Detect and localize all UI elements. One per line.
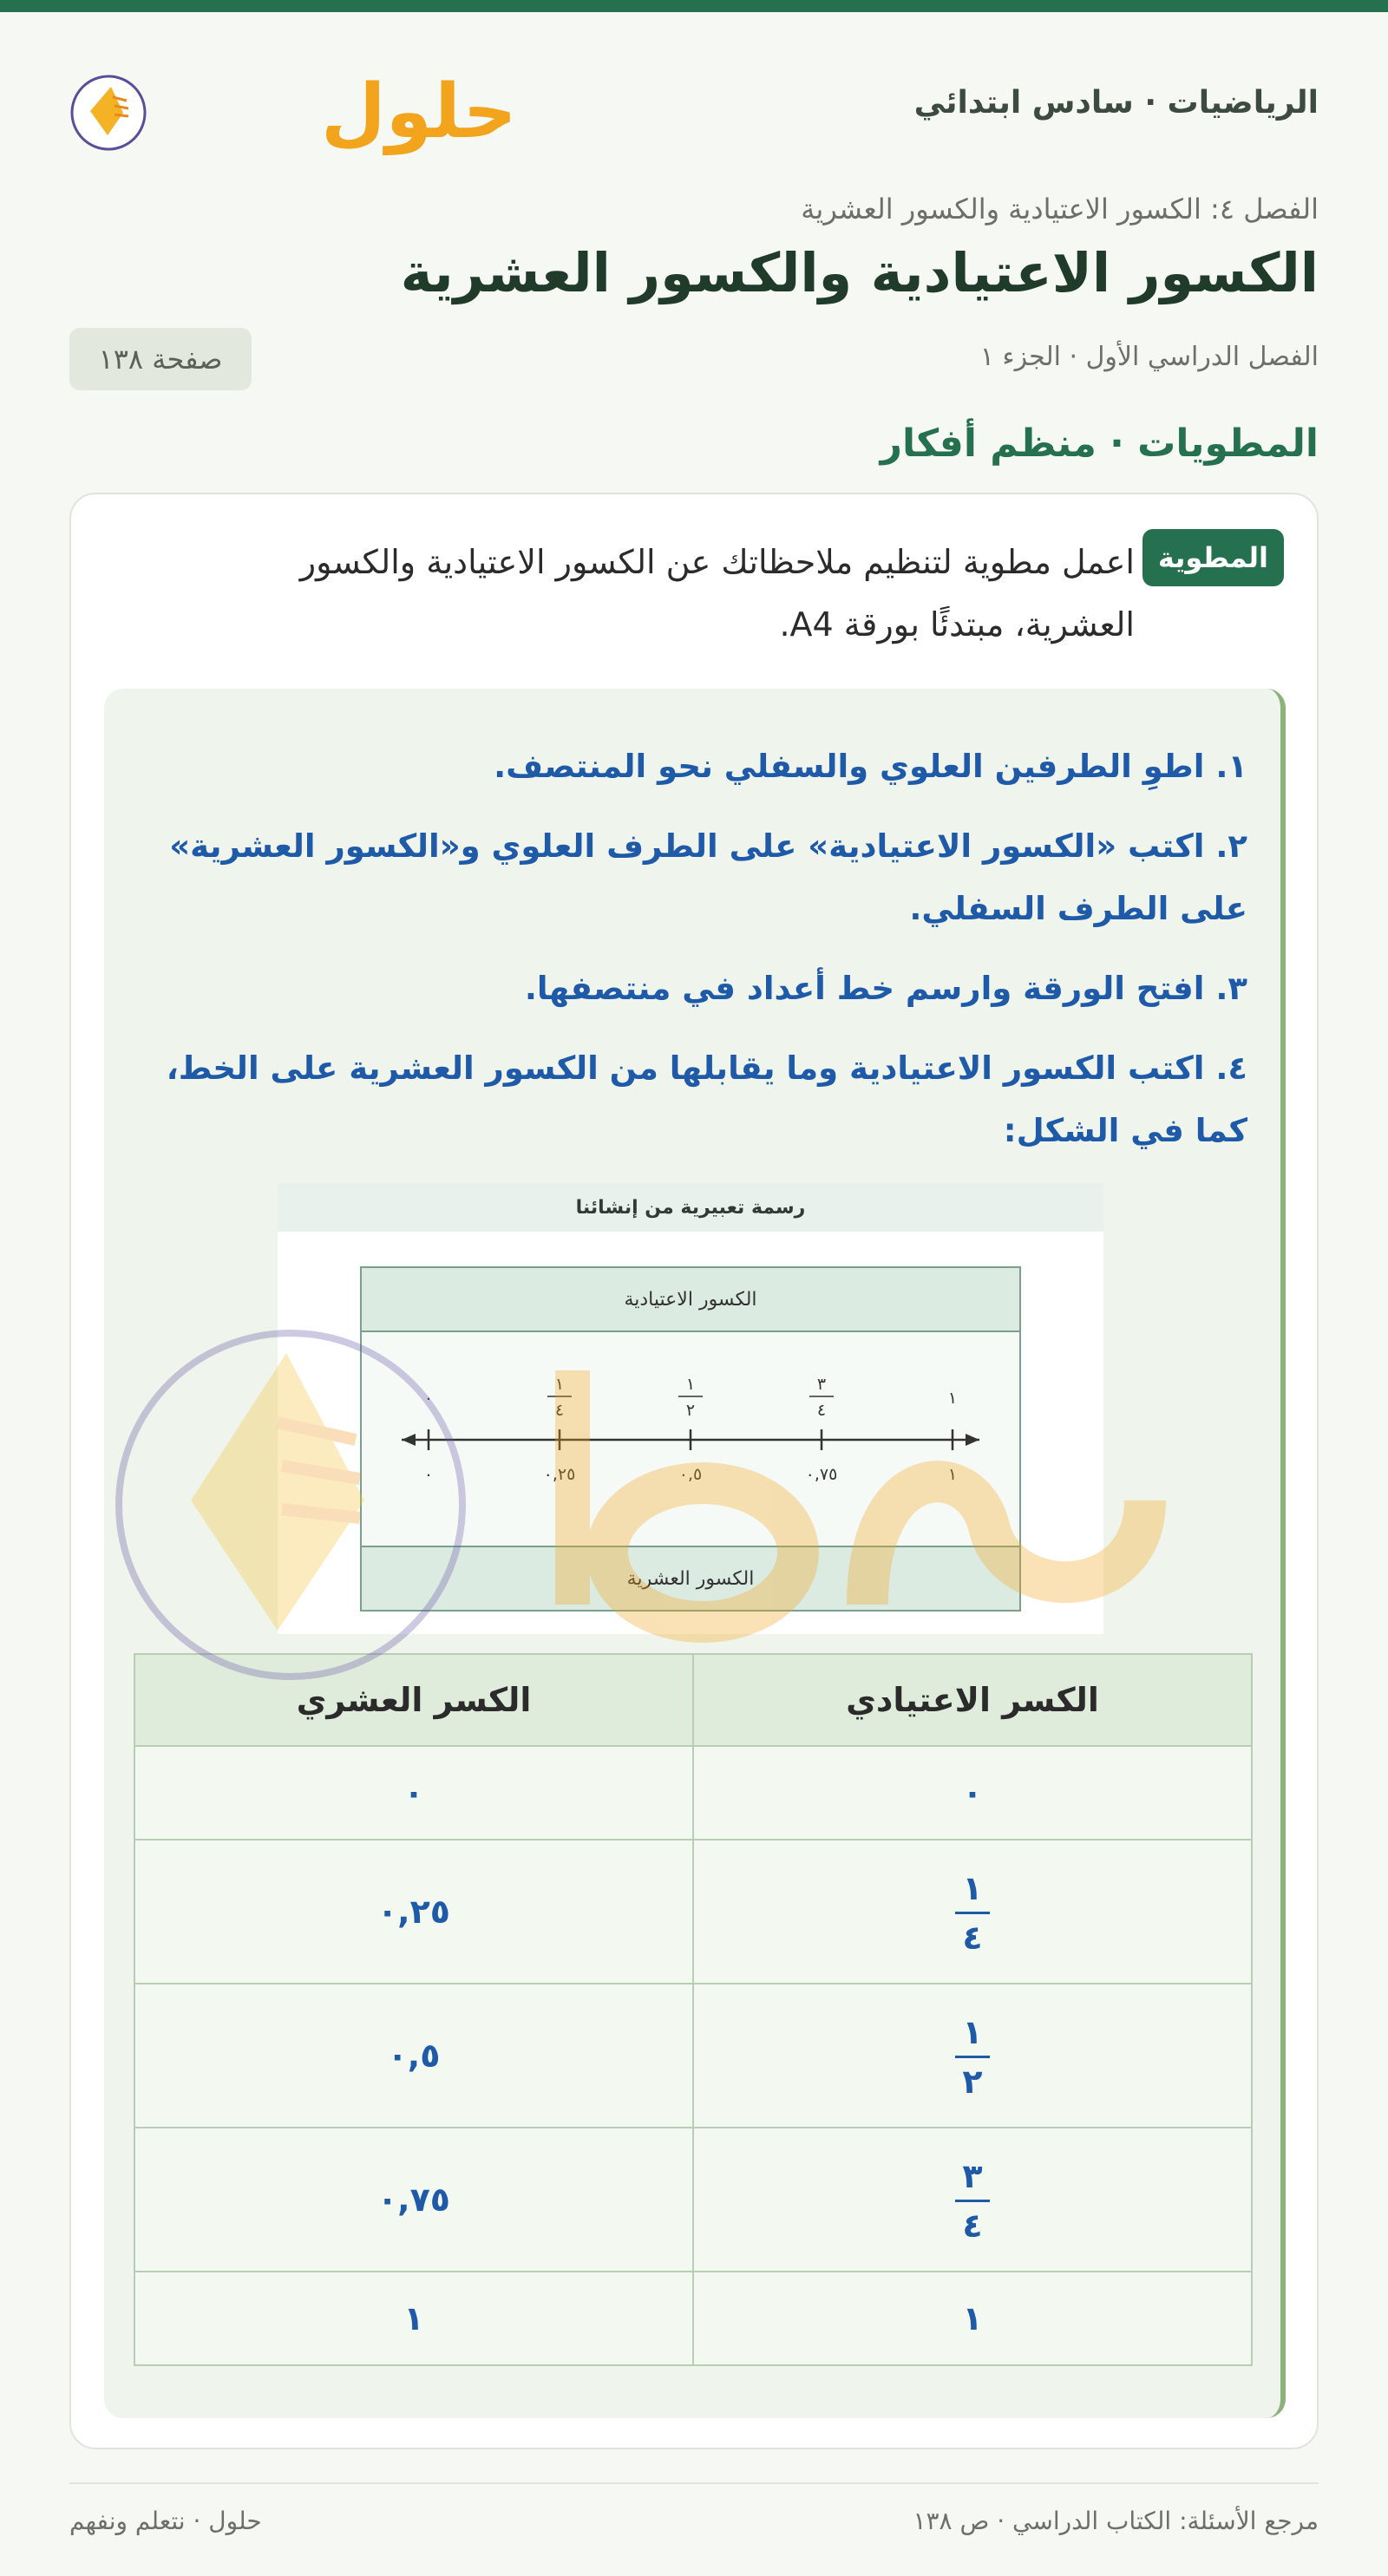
section-heading: المطويات · منظم أفكار bbox=[880, 422, 1319, 466]
decimal-cell: ١ bbox=[134, 2272, 693, 2365]
foldable-figure bbox=[278, 1183, 1103, 1634]
foldable-card bbox=[69, 493, 1319, 2449]
step-3: ٣. افتح الورقة وارسم خط أعداد في منتصفها. bbox=[524, 970, 1247, 1007]
fraction-cell bbox=[693, 1984, 1252, 2128]
numerator: ٣ bbox=[962, 2157, 983, 2195]
table-row bbox=[134, 1746, 1252, 1840]
header-decimal: الكسر العشري bbox=[134, 1654, 693, 1746]
numerator: ١ bbox=[962, 1869, 983, 1907]
figure-caption: رسمة تعبيرية من إنشائنا bbox=[278, 1183, 1103, 1232]
tick-numerator: ٣ bbox=[816, 1375, 827, 1394]
arrow-right-icon bbox=[966, 1434, 979, 1446]
step-2: ٢. اكتب «الكسور الاعتيادية» على الطرف العلوي و«الكسور العشرية» على الطرف السفلي. bbox=[169, 827, 1247, 927]
foldable-tag: المطوية bbox=[1142, 529, 1284, 586]
logo-wordmark: حلول bbox=[321, 69, 517, 155]
subject-title: الرياضيات · سادس ابتدائي bbox=[913, 85, 1319, 121]
fold-paper bbox=[360, 1266, 1021, 1612]
table-row bbox=[134, 2128, 1252, 2272]
numerator: ١ bbox=[962, 2013, 983, 2051]
tick-decimal-label: ٠,٧٥ bbox=[805, 1465, 838, 1484]
footer-brand: حلول · نتعلم ونفهم bbox=[69, 2507, 262, 2535]
fraction-cell bbox=[693, 2128, 1252, 2272]
fraction-cell: ١ bbox=[693, 2272, 1252, 2365]
footer-reference: مرجع الأسئلة: الكتاب الدراسي · ص ١٣٨ bbox=[913, 2507, 1319, 2535]
arrow-left-icon bbox=[402, 1434, 416, 1446]
decimal-cell: ٠ bbox=[134, 1746, 693, 1840]
step-1: ١. اطوِ الطرفين العلوي والسفلي نحو المنتصف. bbox=[494, 748, 1247, 785]
footer-divider bbox=[69, 2482, 1319, 2484]
fold-top-label: الكسور الاعتيادية bbox=[362, 1268, 1019, 1332]
decimal-cell: ٠,٥ bbox=[134, 1984, 693, 2128]
denominator: ٤ bbox=[955, 1912, 989, 1954]
tick-fraction-label: ١ bbox=[947, 1389, 958, 1408]
tick-fraction-label: ٠ bbox=[423, 1389, 434, 1408]
tick-decimal-label: ٠,٢٥ bbox=[543, 1465, 576, 1484]
tick-decimal-label: ٠,٥ bbox=[678, 1465, 703, 1484]
table-row bbox=[134, 1984, 1252, 2128]
semester-label: الفصل الدراسي الأول · الجزء ١ bbox=[979, 342, 1319, 372]
step-4: ٤. اكتب الكسور الاعتيادية وما يقابلها من الكسور العشرية على الخط، كما في الشكل: bbox=[166, 1049, 1247, 1149]
intro-text: اعمل مطوية لتنظيم ملاحظاتك عن الكسور الاعتيادية والكسور العشرية، مبتدئًا بورقة A4. bbox=[299, 543, 1135, 644]
tick-decimal-label: ٠ bbox=[423, 1465, 434, 1484]
fractions-table bbox=[134, 1653, 1253, 2366]
fraction bbox=[955, 2157, 989, 2245]
tick-denominator: ٤ bbox=[816, 1401, 827, 1420]
lesson-title: الكسور الاعتيادية والكسور العشرية bbox=[400, 241, 1319, 304]
tick-numerator: ١ bbox=[554, 1375, 565, 1394]
fraction bbox=[955, 2013, 989, 2101]
page-badge: صفحة ١٣٨ bbox=[69, 328, 252, 390]
fold-bottom-label: الكسور العشرية bbox=[362, 1546, 1019, 1610]
tick-denominator: ٤ bbox=[554, 1401, 565, 1420]
fraction bbox=[955, 1869, 989, 1957]
fraction-cell: ٠ bbox=[693, 1746, 1252, 1840]
tick-denominator: ٢ bbox=[685, 1401, 696, 1420]
table-row bbox=[134, 2272, 1252, 2365]
tick-decimal-label: ١ bbox=[947, 1465, 958, 1484]
table-row bbox=[134, 1840, 1252, 1984]
chapter-label: الفصل ٤: الكسور الاعتيادية والكسور العشرية bbox=[801, 193, 1319, 226]
denominator: ٢ bbox=[955, 2056, 989, 2098]
fraction-cell bbox=[693, 1840, 1252, 1984]
header-fraction: الكسر الاعتيادي bbox=[693, 1654, 1252, 1746]
meta-row bbox=[69, 328, 1319, 389]
hulul-logo[interactable] bbox=[69, 61, 517, 156]
decimal-cell: ٠,٧٥ bbox=[134, 2128, 693, 2272]
steps-box bbox=[104, 689, 1286, 2418]
top-accent-bar bbox=[0, 0, 1388, 12]
decimal-cell: ٠,٢٥ bbox=[134, 1840, 693, 1984]
tick-numerator: ١ bbox=[685, 1375, 696, 1394]
denominator: ٤ bbox=[955, 2200, 989, 2242]
number-line bbox=[362, 1332, 1019, 1547]
page-header bbox=[69, 61, 1319, 156]
